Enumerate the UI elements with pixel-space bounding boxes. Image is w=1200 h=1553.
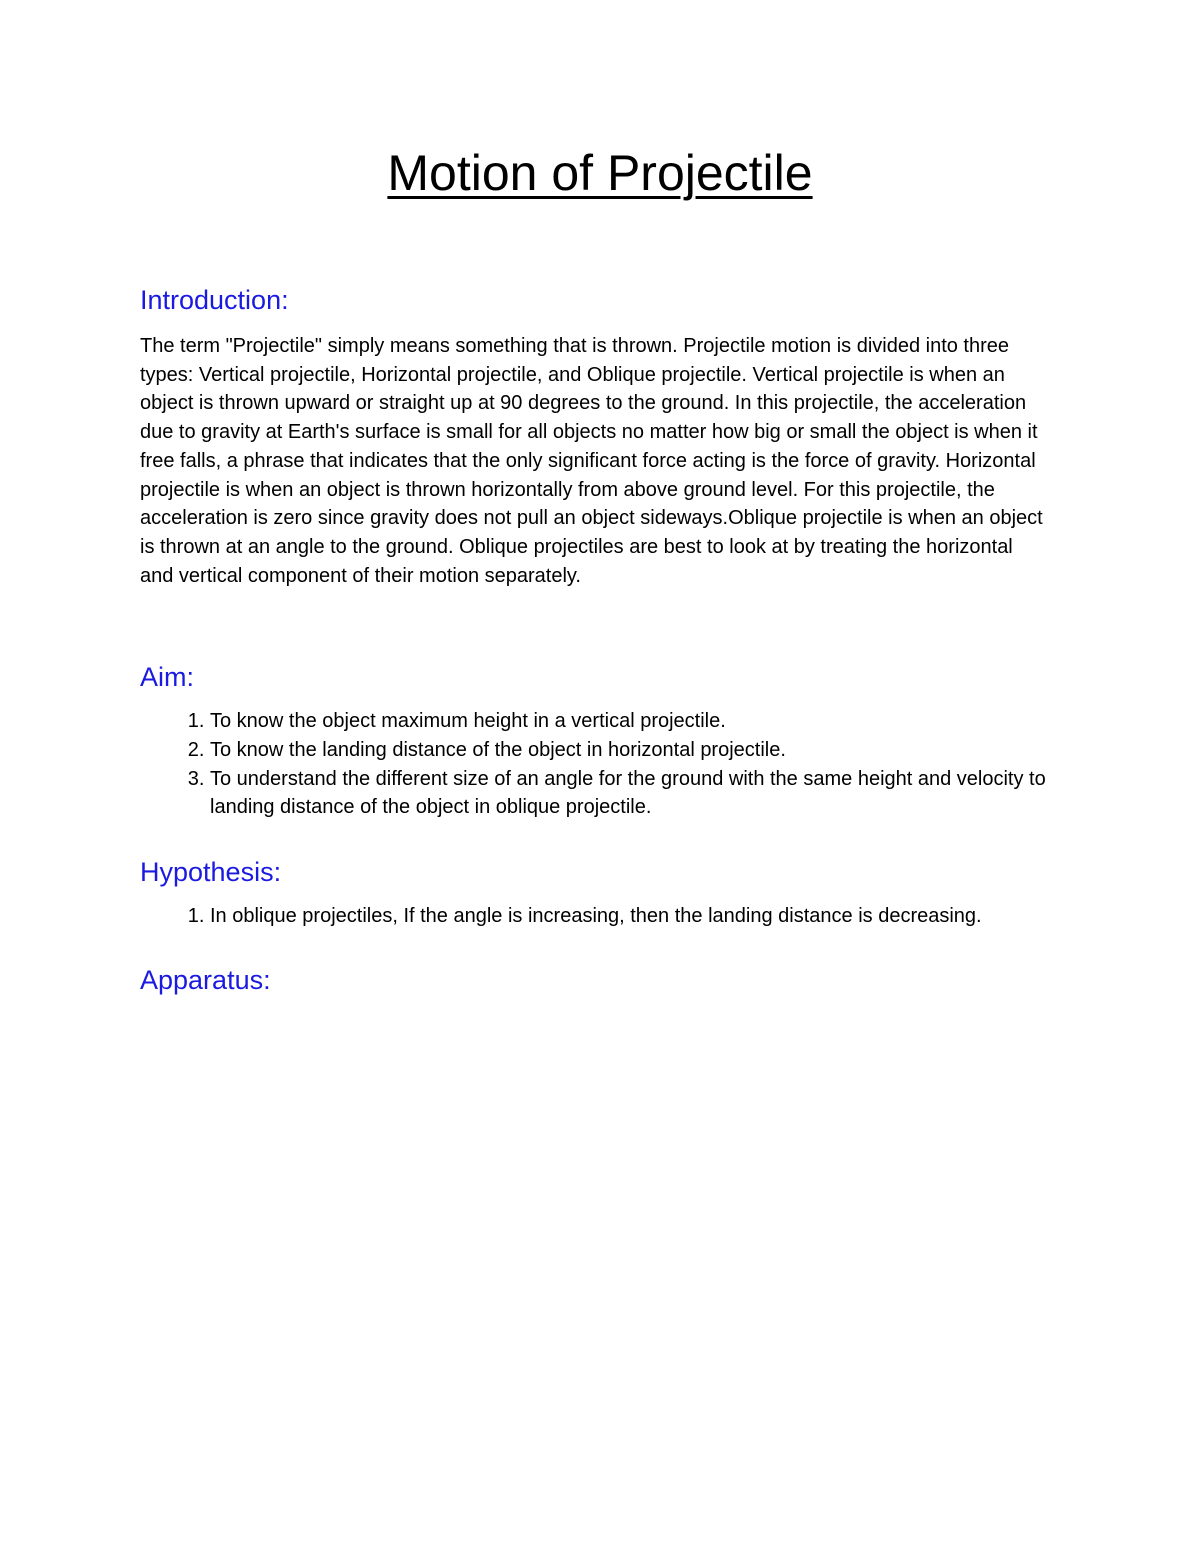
aim-item: 2. To know the landing distance of the object in horizontal projectile. <box>210 736 1060 765</box>
aim-item: 3. To understand the different size of an angle for the ground with the same height and velocity to landing distance of the object in oblique projectile. <box>210 765 1060 822</box>
apparatus-heading: Apparatus: <box>140 964 271 995</box>
introduction-heading: Introduction: <box>140 285 289 315</box>
document-title: Motion of Projectile <box>387 145 813 201</box>
aim-heading: Aim: <box>140 662 194 693</box>
hypothesis-item: 1. In oblique projectiles, If the angle is increasing, then the landing distance is decreasing. <box>210 902 1060 931</box>
aim-item: 1. To know the object maximum height in a vertical projectile. <box>210 707 1060 736</box>
hypothesis-list <box>140 902 1060 931</box>
hypothesis-heading: Hypothesis: <box>140 857 282 888</box>
aim-list <box>140 707 1060 822</box>
introduction-paragraph: The term "Projectile" simply means something that is thrown. Projectile motion is divided into three types: Vertical projectile, Horizontal projectile, and Oblique projectile. Vertical projectile is when an object is thrown upward or straight up at 90 degrees to the ground. In this projectile, the acceleration due to gravity at Earth's surface is small for all objects no matter how big or small the object is when it free falls, a phrase that indicates that the only significant force acting is the force of gravity. Horizontal projectile is when an object is thrown horizontally from above ground level. For this projectile, the acceleration is zero since gravity does not pull an object sideways.Oblique projectile is when an object is thrown at an angle to the ground. Oblique projectiles are best to look at by treating the horizontal and vertical component of their motion separately. <box>140 335 1043 587</box>
